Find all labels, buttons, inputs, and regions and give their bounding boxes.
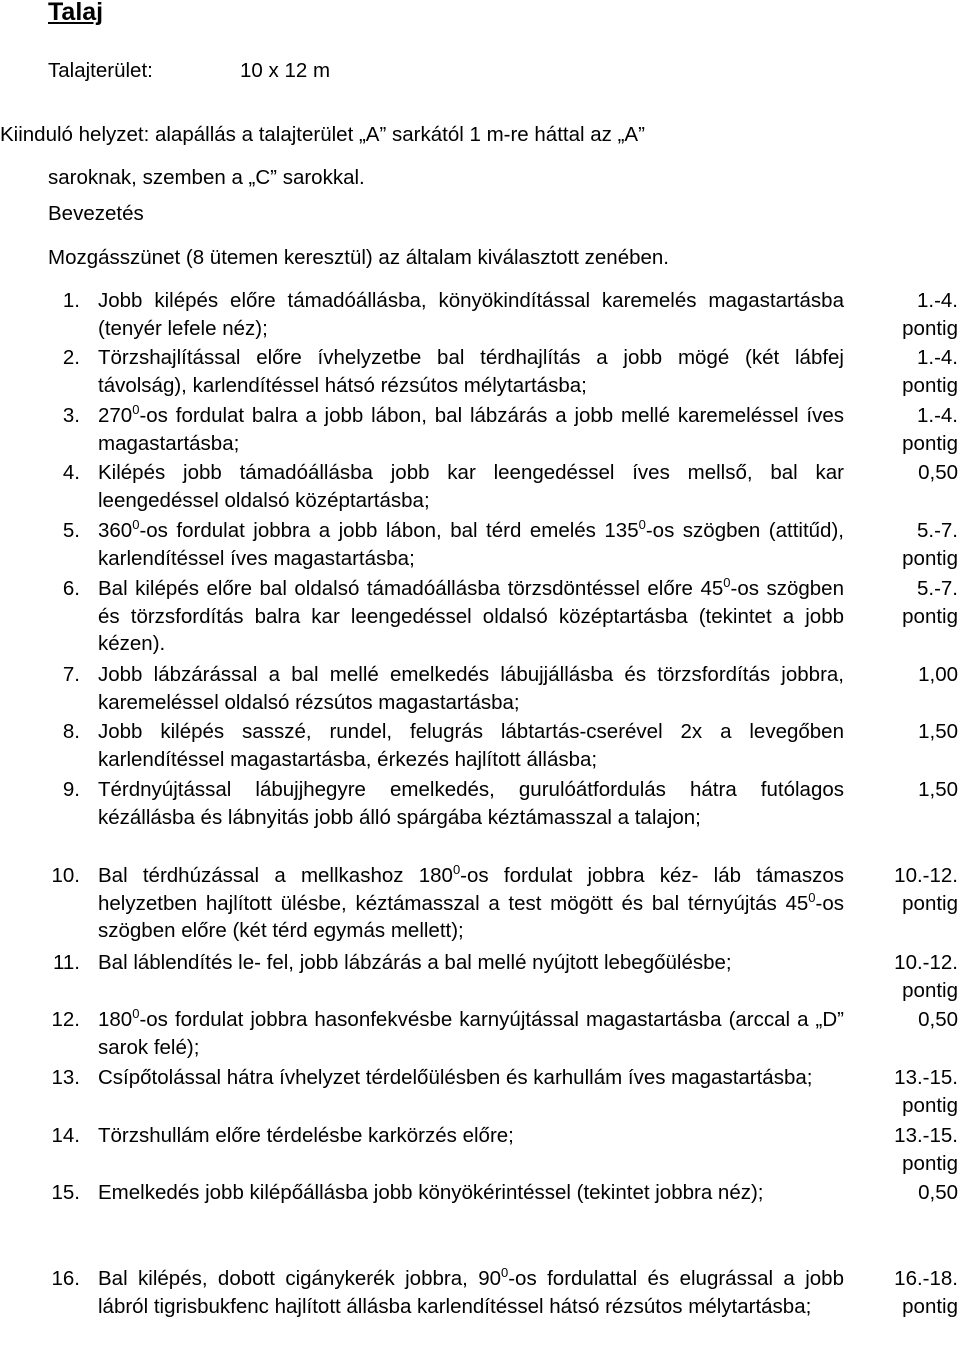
item-score: 5.-7. pontig bbox=[902, 577, 958, 628]
item-text: Emelkedés jobb kilépőállásba jobb könyökérintéssel (tekintet jobbra néz); bbox=[98, 1181, 764, 1204]
item-text: $180^0-os$ fordulat jobbra hasonfekvésbe karnyújtással magastartásba (arccal a „D” sarok felé); bbox=[98, 1006, 844, 1059]
item-score: 1.-4. pontig bbox=[902, 346, 958, 397]
item-number: 12. bbox=[51, 1008, 80, 1031]
item-score: 1,00 bbox=[918, 663, 958, 686]
degree-superscript: 0 bbox=[501, 1265, 509, 1280]
item-score: 10.-12. pontig bbox=[894, 864, 958, 915]
item-text: $270^0-os$ fordulat balra a jobb lábon, bal lábzárás a jobb mellé karemeléssel íves magastartásba; bbox=[98, 402, 844, 455]
item-score: 1.-4. pontig bbox=[902, 404, 958, 455]
degree-superscript: 0 bbox=[723, 575, 731, 590]
degree-superscript: 0 bbox=[638, 517, 646, 532]
item-score: 1,50 bbox=[918, 720, 958, 743]
page-title: Talaj bbox=[48, 0, 104, 26]
item-number: 14. bbox=[51, 1124, 80, 1147]
starting-position bbox=[0, 113, 840, 199]
item-text: Csípőtolással hátra ívhelyzet térdelőülésben és karhullám íves magastartásba; bbox=[98, 1066, 813, 1089]
intro-heading: Bevezetés bbox=[48, 202, 144, 225]
item-score: 13.-15. pontig bbox=[894, 1124, 958, 1175]
item-number: 6. bbox=[62, 577, 80, 600]
item-score: 0,50 bbox=[918, 461, 958, 484]
intro-text: Mozgásszünet (8 ütemen keresztül) az általam kiválasztott zenében. bbox=[48, 246, 669, 269]
item-text: Bal kilépés előre bal oldalsó támadóállásba törzsdöntéssel előre $45^0-os$ szögben és törzsfordítás balra kar leengedéssel oldalsó középtartásba (tekintet a jobb kézen). bbox=[98, 575, 844, 655]
item-number: 4. bbox=[62, 461, 80, 484]
item-text: Bal láblendítés le- fel, jobb lábzárás a bal mellé nyújtott lebegőülésbe; bbox=[98, 951, 732, 974]
item-text: Jobb kilépés előre támadóállásba, könyökindítással karemelés magastartásba (tenyér lefele néz); bbox=[98, 289, 844, 340]
item-number: 9. bbox=[62, 778, 80, 801]
item-number: 16. bbox=[51, 1267, 80, 1290]
item-score: 16.-18. pontig bbox=[894, 1267, 958, 1318]
item-score: 1.-4. pontig bbox=[902, 289, 958, 340]
item-score: 0,50 bbox=[918, 1181, 958, 1204]
area-label: Talajterület: bbox=[48, 59, 153, 82]
degree-superscript: 0 bbox=[132, 1006, 140, 1021]
item-score: 5.-7. pontig bbox=[902, 519, 958, 570]
item-number: 8. bbox=[62, 720, 80, 743]
item-text: Jobb kilépés sasszé, rundel, felugrás lábtartás-cserével 2x a levegőben karlendítéssel magastartásba, érkezés hajlított állásba; bbox=[98, 720, 844, 771]
item-score: 0,50 bbox=[918, 1008, 958, 1031]
item-text: Bal térdhúzással a mellkashoz $180^0-os$ fordulat jobbra kéz- láb támaszos helyzetben hajlított ülésbe, kéztámasszal a test mögött és bal térnyújtás $45^0-os$ szögben előre (két térd egymás mellett); bbox=[98, 862, 844, 942]
degree-superscript: 0 bbox=[132, 402, 140, 417]
starting-position-line-2: saroknak, szemben a „C” sarokkal. bbox=[48, 166, 365, 189]
item-text: $360^0-os$ fordulat jobbra a jobb lábon, bal térd emelés $135^0-os$ szögben (attitűd), karlendítéssel íves magastartásba; bbox=[98, 517, 844, 570]
item-number: 10. bbox=[51, 864, 80, 887]
item-text: Térdnyújtással lábujjhegyre emelkedés, gurulóátfordulás hátra futólagos kézállásba és lábnyitás jobb álló spárgába kéztámasszal a talajon; bbox=[98, 778, 844, 829]
item-number: 15. bbox=[51, 1181, 80, 1204]
item-number: 3. bbox=[62, 404, 80, 427]
degree-superscript: 0 bbox=[452, 862, 461, 877]
item-number: 13. bbox=[51, 1066, 80, 1089]
area-value: 10 x 12 m bbox=[240, 59, 331, 82]
item-number: 2. bbox=[62, 346, 80, 369]
item-score: 13.-15. pontig bbox=[894, 1066, 958, 1117]
degree-superscript: 0 bbox=[132, 517, 140, 532]
starting-position-line-1: Kiinduló helyzet: alapállás a talajterület „A” sarkától 1 m-re háttal az „A” bbox=[0, 123, 645, 146]
item-text: Bal kilépés, dobott cigánykerék jobbra, $90^0-os$ fordulattal és elugrással a jobb lábról tigrisbukfenc hajlított állásba karlendítéssel hátsó rézsútos mélytartásba; bbox=[98, 1265, 844, 1318]
item-text: Törzshullám előre térdelésbe karkörzés előre; bbox=[98, 1124, 514, 1147]
degree-superscript: 0 bbox=[808, 889, 816, 905]
item-number: 1. bbox=[62, 289, 80, 312]
item-text: Kilépés jobb támadóállásba jobb kar leengedéssel íves mellső, bal kar leengedéssel oldalsó középtartásba; bbox=[98, 461, 844, 512]
item-text: Törzshajlítással előre ívhelyzetbe bal térdhajlítás a jobb mögé (két lábfej távolság), karlendítéssel hátsó rézsútos mélytartásba; bbox=[98, 346, 844, 397]
item-score: 10.-12. pontig bbox=[894, 951, 958, 1002]
item-score: 1,50 bbox=[918, 778, 958, 801]
item-number: 7. bbox=[62, 663, 80, 686]
item-text: Jobb lábzárással a bal mellé emelkedés lábujjállásba és törzsfordítás jobbra, karemeléssel oldalsó rézsútos magastartásba; bbox=[98, 663, 844, 714]
item-number: 11. bbox=[53, 951, 80, 974]
item-number: 5. bbox=[62, 519, 80, 542]
